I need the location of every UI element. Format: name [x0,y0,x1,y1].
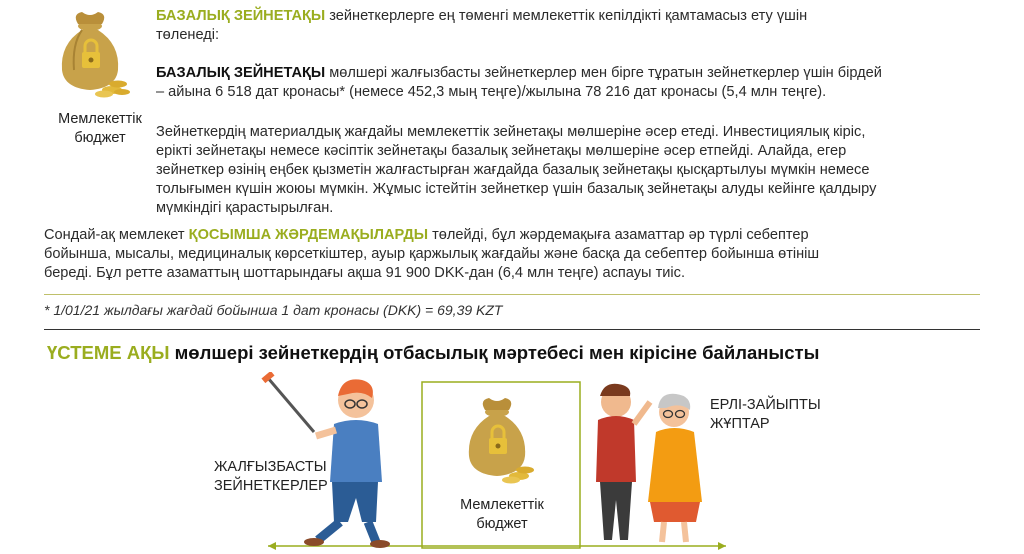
center-caption-line1: Мемлекеттік [460,497,544,513]
footnote: * 1/01/21 жылдағы жағдай бойынша 1 дат кронасы (DKK) = 69,39 KZT [44,302,503,318]
heading-rest: мөлшері зейнеткердің отбасылық мәртебесі мен кірісіне байланысты [169,342,820,363]
single-pensioners-label [214,458,328,496]
couple-label-line1: ЕРЛІ-ЗАЙЫПТЫ [710,397,821,413]
divider-dark [44,329,980,330]
para4-rest: төлейді, бұл жәрдемақыға азаматтар әр түрлі себептер [428,227,809,243]
budget-caption-line2: бюджет [74,130,126,146]
para2-text: мөлшері жалғызбасты зейнеткерлер мен бірге тұратын зейнеткерлер үшін бірдей [325,65,882,81]
para4-line2: бойынша, мысалы, медициналық көрсеткіштер, ауыр қаржылық жағдайы және басқа да себептер бойынша өтініш [44,246,820,262]
paragraph-income-effect [156,123,980,218]
para3-line1: Зейнеткердің материалдық жағдайы мемлекеттік зейнетақы мөлшеріне әсер етеді. Инвестициялық кіріс, [156,124,866,140]
money-bag-icon [52,4,132,100]
additional-benefits-highlight: ҚОСЫМША ЖӘРДЕМАҚЫЛАРДЫ [188,227,429,243]
para3-line5: мүмкіндігі қарастырылған. [156,200,334,216]
center-money-bag-icon [452,390,546,486]
center-budget-caption [432,496,572,534]
para1-line2: төленеді: [156,27,220,43]
couple-illustration [584,372,714,548]
para3-line2: ерікті зейнетақы немесе кәсіптік зейнетақы базалық зейнетақы мөлшеріне әсер етпейді. Алайда, егер [156,143,847,159]
couples-label [710,396,821,434]
basic-pension-bold: БАЗАЛЫҚ ЗЕЙНЕТАҚЫ [156,65,326,81]
para2-line2: – айына 6 518 дат кронасы* (немесе 452,3 мың теңге)/жылына 78 216 дат кронасы (5,4 млн теңге). [156,84,827,100]
couple-label-line2: ЖҰПТАР [710,416,770,432]
center-caption-line2: бюджет [476,516,528,532]
divider [44,294,980,295]
basic-pension-highlight: БАЗАЛЫҚ ЗЕЙНЕТАҚЫ [156,8,326,24]
heading-highlight: ҮСТЕМЕ АҚЫ [47,342,170,363]
para4-line3: береді. Бұл ретте азаматтың шоттарындағы ақша 91 900 DKK-дан (6,4 млн теңге) аспауы тиіс. [44,265,686,281]
budget-caption-line1: Мемлекеттік [58,111,142,127]
single-label-line1: ЖАЛҒЫЗБАСТЫ [214,459,327,475]
paragraph-additional-benefits [44,226,980,283]
para4-pre: Сондай-ақ мемлекет [44,227,189,243]
section-heading [47,342,819,364]
single-label-line2: ЗЕЙНЕТКЕРЛЕР [214,478,328,494]
para3-line3: зейнеткер өзінің еңбек қызметін жалғастырған жағдайда базалық зейнетақы қысқартылуы мүмкін немесе [156,162,870,178]
paragraph-basic-pension-intro [156,7,980,45]
paragraph-basic-pension-amount [156,64,980,102]
para1-text: зейнеткерлерге ең төменгі мемлекеттік кепілдікті қамтамасыз ету үшін [325,8,808,24]
para3-line4: толығымен күшін жоюы мүмкін. Жұмыс істейтін зейнеткер үшін базалық зейнетақы алуды кейінге қалдыру [156,181,877,197]
